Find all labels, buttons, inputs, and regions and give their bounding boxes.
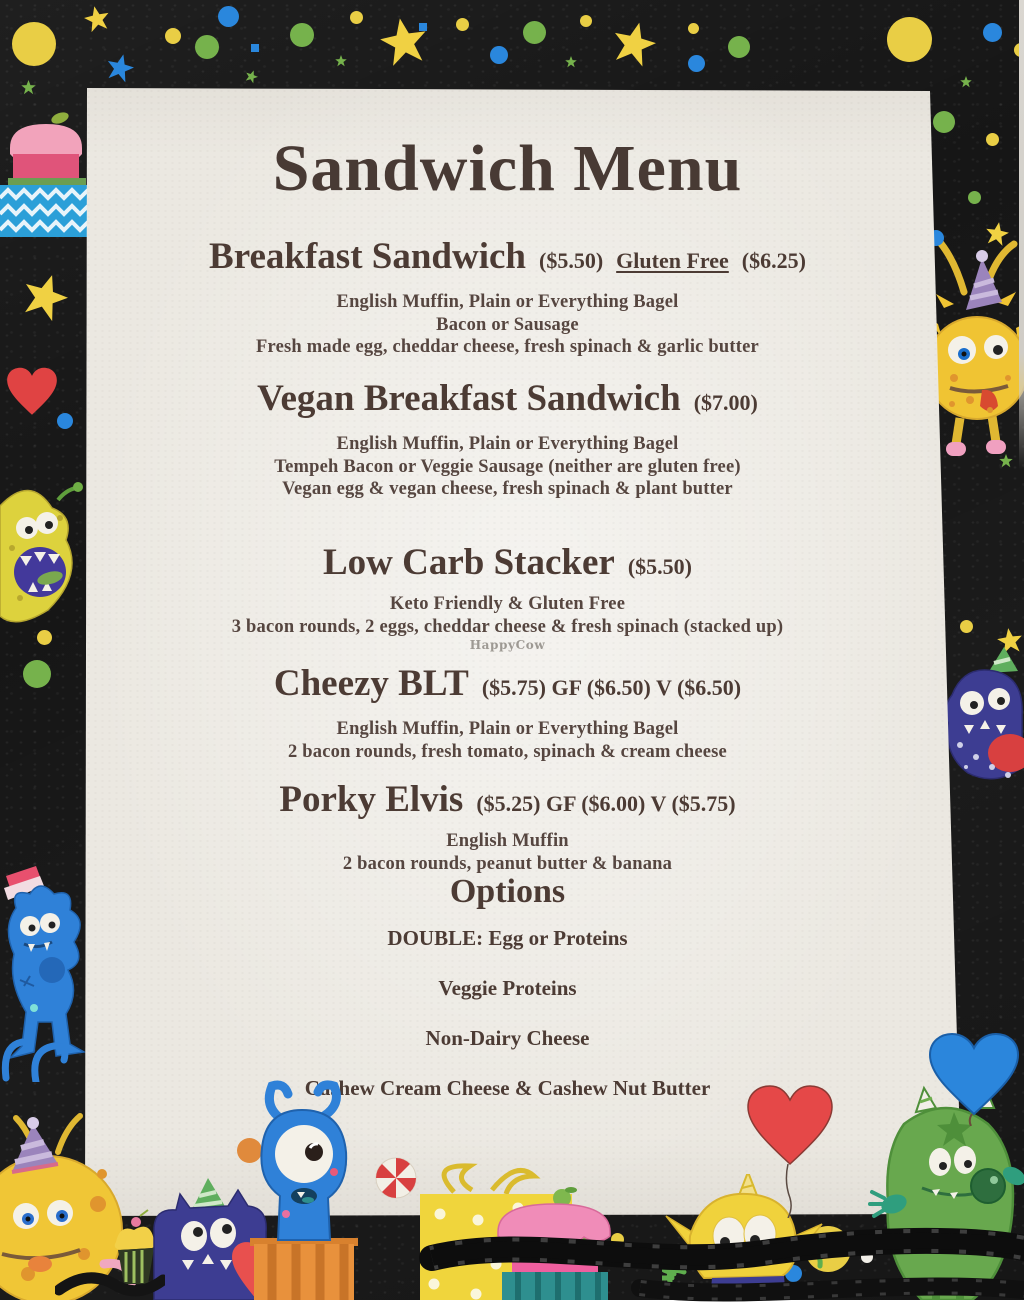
options-title: Options (449, 873, 566, 910)
menu-line: 3 bacon rounds, 2 eggs, cheddar cheese & fresh spinach (stacked up) (231, 616, 784, 637)
menu-line: English Muffin (446, 831, 569, 851)
section-name: Vegan Breakfast Sandwich (257, 378, 681, 419)
menu-line: Tempeh Bacon or Veggie Sausage (neither are gluten free) (274, 456, 741, 477)
menu-line: 2 bacon rounds, peanut butter & banana (342, 853, 673, 874)
menu-section-vegan-breakfast (85, 376, 930, 501)
option-item: Non-Dairy Cheese (425, 1026, 590, 1050)
menu-line: Vegan egg & vegan cheese, fresh spinach & plant butter (282, 479, 733, 499)
gluten-free-label: Gluten Free (616, 248, 729, 273)
section-heading (85, 777, 930, 830)
section-heading (85, 661, 930, 714)
happycow-watermark: HappyCow (469, 638, 546, 652)
gluten-free-price: ($6.25) (741, 248, 806, 273)
menu-section-porky-elvis (85, 777, 930, 875)
section-price: ($5.25) GF ($6.00) V ($5.75) (476, 791, 736, 816)
section-heading (85, 234, 930, 287)
section-price: ($5.50) (539, 248, 604, 273)
section-name: Breakfast Sandwich (209, 236, 527, 277)
section-name: Cheezy BLT (273, 663, 469, 704)
section-name: Porky Elvis (279, 779, 464, 820)
section-name: Low Carb Stacker (322, 542, 615, 583)
menu-content (85, 88, 930, 1216)
options-list (85, 926, 930, 1100)
menu-line: English Muffin, Plain or Everything Bagel (336, 292, 679, 312)
photo-edge-strip (1019, 0, 1024, 470)
menu-line: English Muffin, Plain or Everything Bagel (336, 719, 679, 739)
menu-section-cheezy-blt (85, 661, 930, 763)
section-price: ($5.50) (627, 554, 693, 579)
menu-line: English Muffin, Plain or Everything Bagel (336, 434, 679, 454)
option-item: DOUBLE: Egg or Proteins (387, 926, 628, 950)
section-heading (85, 376, 930, 429)
option-item: Cashew Cream Cheese & Cashew Nut Butter (304, 1076, 711, 1100)
menu-line: 2 bacon rounds, fresh tomato, spinach & cream cheese (288, 741, 727, 762)
menu-line: Keto Friendly & Gluten Free (389, 594, 626, 614)
menu-section-low-carb (85, 540, 930, 638)
menu-line: Fresh made egg, cheddar cheese, fresh spinach & garlic butter (256, 337, 759, 357)
menu-line: Bacon or Sausage (436, 314, 579, 335)
section-price: ($7.00) (693, 390, 758, 415)
option-item: Veggie Proteins (438, 976, 577, 1000)
section-price: ($5.75) GF ($6.50) V ($6.50) (481, 675, 742, 700)
page-title: Sandwich Menu (272, 132, 743, 205)
section-heading (85, 540, 930, 593)
menu-section-breakfast (85, 234, 930, 359)
